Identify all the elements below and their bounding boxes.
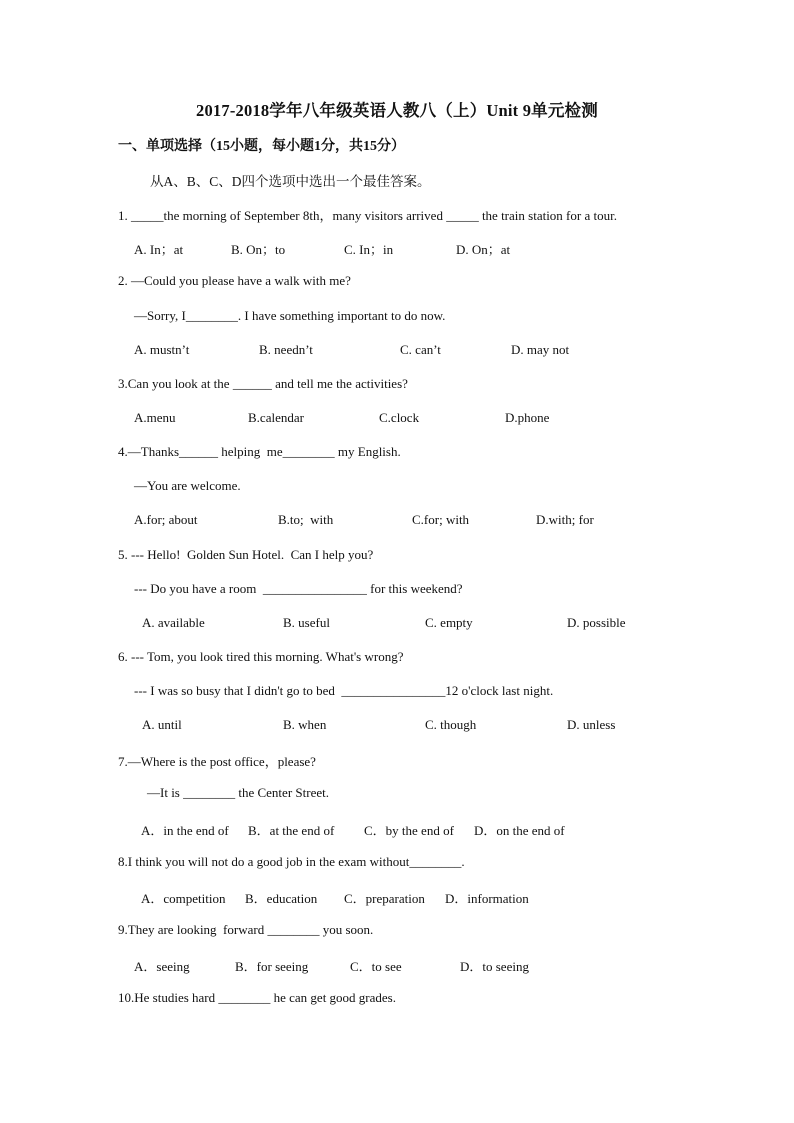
- question-stem: 9.They are looking forward ________ you soon.: [118, 922, 374, 937]
- option-c: C. empty: [425, 615, 473, 630]
- option-c: C.for; with: [412, 512, 470, 527]
- question-reply: --- Do you have a room ________________ for this weekend?: [134, 581, 463, 596]
- question-reply: —You are welcome.: [134, 478, 241, 493]
- option-b: B．for seeing: [235, 959, 309, 974]
- page-title: 2017-2018学年八年级英语人教八（上）Unit 9单元检测: [196, 101, 598, 120]
- question-stem: 10.He studies hard ________ he can get good grades.: [118, 990, 396, 1005]
- option-a: A.menu: [134, 410, 176, 425]
- question-stem: 6. --- Tom, you look tired this morning. What's wrong?: [118, 649, 404, 664]
- question-stem: 3.Can you look at the ______ and tell me the activities?: [118, 376, 408, 391]
- question-stem: 4.—Thanks______ helping me________ my English.: [118, 444, 401, 459]
- option-c: C. In；in: [344, 242, 394, 257]
- option-d: D. On；at: [456, 242, 511, 257]
- option-d: D．information: [445, 891, 529, 906]
- option-c: C．by the end of: [364, 823, 454, 838]
- question-stem: 5. --- Hello! Golden Sun Hotel. Can I help you?: [118, 547, 374, 562]
- option-b: B. when: [283, 717, 327, 732]
- section-heading: 一、单项选择（15小题，每小题1分，共15分）: [118, 139, 405, 154]
- option-a: A．in the end of: [141, 823, 229, 838]
- question-stem: 7.—Where is the post office，please?: [118, 754, 316, 769]
- option-b: B．education: [245, 891, 318, 906]
- option-c: C．to see: [350, 959, 402, 974]
- option-d: D. may not: [511, 342, 570, 357]
- option-d: D.with; for: [536, 512, 594, 527]
- option-a: A．seeing: [134, 959, 190, 974]
- option-b: B.calendar: [248, 410, 304, 425]
- option-c: C．preparation: [344, 891, 425, 906]
- question-stem: 8.I think you will not do a good job in the exam without________.: [118, 854, 465, 869]
- question-reply: --- I was so busy that I didn't go to bed ________________12 o'clock last night.: [134, 683, 554, 698]
- question-stem: 1. _____the morning of September 8th，many visitors arrived _____ the train station for a tour.: [118, 208, 617, 223]
- option-d: D. possible: [567, 615, 626, 630]
- question-reply: —Sorry, I________. I have something important to do now.: [134, 308, 446, 323]
- option-c: C. can’t: [400, 342, 441, 357]
- option-a: A. In；at: [134, 242, 184, 257]
- question-reply: —It is ________ the Center Street.: [147, 785, 329, 800]
- option-a: A. until: [142, 717, 182, 732]
- option-a: A. available: [142, 615, 205, 630]
- option-b: B. needn’t: [259, 342, 313, 357]
- question-stem: 2. —Could you please have a walk with me?: [118, 273, 351, 288]
- option-d: D．to seeing: [460, 959, 529, 974]
- option-c: C.clock: [379, 410, 420, 425]
- instruction-text: 从A、B、C、D四个选项中选出一个最佳答案。: [150, 174, 431, 189]
- option-d: D.phone: [505, 410, 550, 425]
- option-c: C. though: [425, 717, 477, 732]
- option-b: B. On；to: [231, 242, 286, 257]
- option-d: D. unless: [567, 717, 616, 732]
- option-a: A. mustn’t: [134, 342, 190, 357]
- option-b: B.to; with: [278, 512, 334, 527]
- option-b: B. useful: [283, 615, 330, 630]
- option-b: B．at the end of: [248, 823, 335, 838]
- option-a: A.for; about: [134, 512, 198, 527]
- option-d: D．on the end of: [474, 823, 565, 838]
- option-a: A．competition: [141, 891, 226, 906]
